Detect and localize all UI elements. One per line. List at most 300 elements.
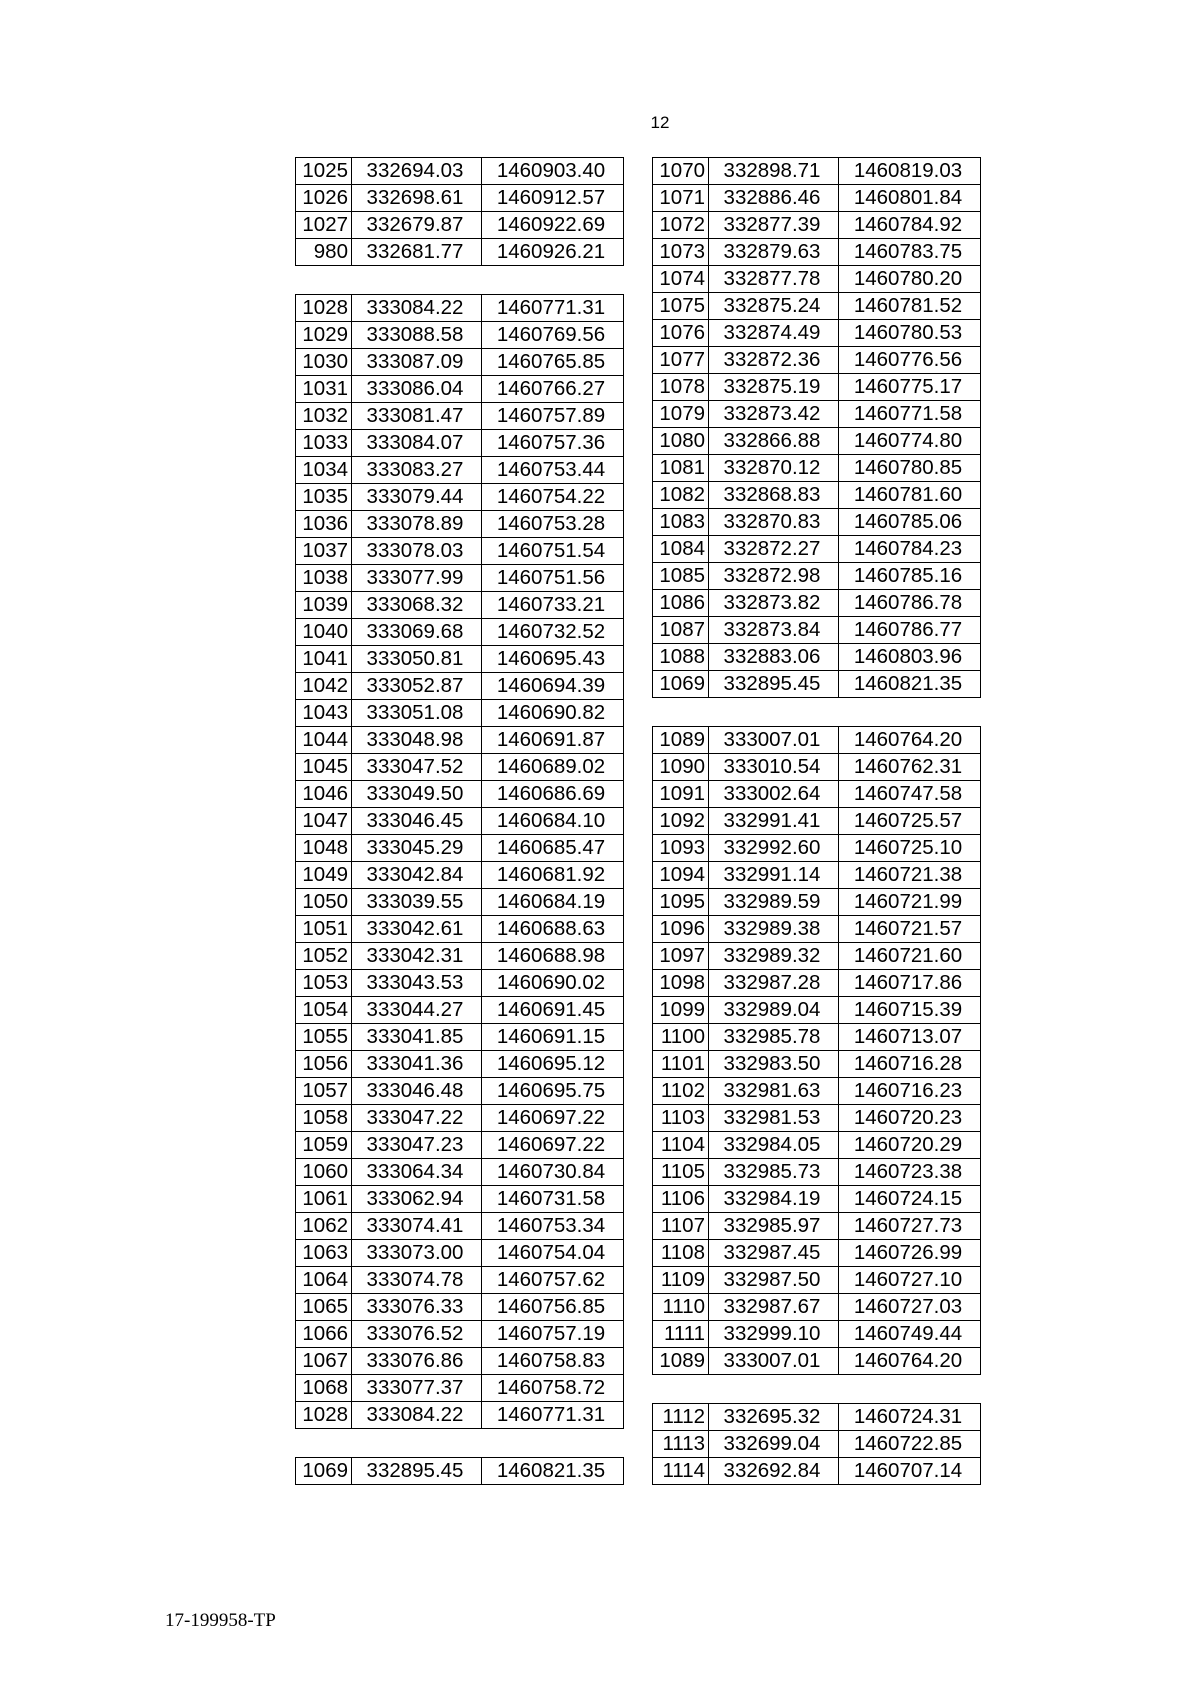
- y-coordinate-cell: 1460724.31: [839, 1403, 981, 1430]
- point-id-cell: 1028: [296, 294, 352, 321]
- point-id-cell: 1029: [296, 321, 352, 348]
- point-id-cell: 1080: [653, 428, 709, 455]
- table-row: [296, 726, 624, 753]
- point-id-cell: 1087: [653, 617, 709, 644]
- table-row: [653, 644, 981, 671]
- y-coordinate-cell: 1460771.58: [839, 401, 981, 428]
- x-coordinate-cell: 333081.47: [352, 402, 482, 429]
- table-row: [653, 428, 981, 455]
- table-row: [653, 753, 981, 780]
- x-coordinate-cell: 332873.82: [709, 590, 839, 617]
- table-row: [296, 1320, 624, 1347]
- x-coordinate-cell: 333074.78: [352, 1266, 482, 1293]
- table-row: [653, 1347, 981, 1374]
- table-row: [296, 915, 624, 942]
- x-coordinate-cell: 332868.83: [709, 482, 839, 509]
- x-coordinate-cell: 332984.19: [709, 1185, 839, 1212]
- point-id-cell: 1026: [296, 185, 352, 212]
- y-coordinate-cell: 1460903.40: [482, 158, 624, 185]
- table-row: [296, 483, 624, 510]
- y-coordinate-cell: 1460764.20: [839, 726, 981, 753]
- document-reference-footer: 17-199958-TP: [165, 1610, 276, 1631]
- point-id-cell: 1089: [653, 1347, 709, 1374]
- page-number: 12: [650, 113, 670, 132]
- point-id-cell: 1076: [653, 320, 709, 347]
- x-coordinate-cell: 333044.27: [352, 996, 482, 1023]
- x-coordinate-cell: 333062.94: [352, 1185, 482, 1212]
- y-coordinate-cell: 1460758.83: [482, 1347, 624, 1374]
- x-coordinate-cell: 333068.32: [352, 591, 482, 618]
- point-id-cell: 1051: [296, 915, 352, 942]
- y-coordinate-cell: 1460689.02: [482, 753, 624, 780]
- table-row: [653, 834, 981, 861]
- x-coordinate-cell: 333064.34: [352, 1158, 482, 1185]
- x-coordinate-cell: 333084.07: [352, 429, 482, 456]
- point-id-cell: 1031: [296, 375, 352, 402]
- table-row: [653, 455, 981, 482]
- point-id-cell: 1106: [653, 1185, 709, 1212]
- y-coordinate-cell: 1460724.15: [839, 1185, 981, 1212]
- y-coordinate-cell: 1460691.15: [482, 1023, 624, 1050]
- x-coordinate-cell: 332985.73: [709, 1158, 839, 1185]
- y-coordinate-cell: 1460771.31: [482, 294, 624, 321]
- x-coordinate-cell: 332989.32: [709, 942, 839, 969]
- table-row: [653, 185, 981, 212]
- point-id-cell: 1107: [653, 1212, 709, 1239]
- y-coordinate-cell: 1460726.99: [839, 1239, 981, 1266]
- table-row: [653, 158, 981, 185]
- y-coordinate-cell: 1460776.56: [839, 347, 981, 374]
- point-id-cell: 1052: [296, 942, 352, 969]
- coordinate-table: [652, 1403, 981, 1485]
- point-id-cell: 1093: [653, 834, 709, 861]
- table-row: [296, 321, 624, 348]
- x-coordinate-cell: 332991.14: [709, 861, 839, 888]
- x-coordinate-cell: 332886.46: [709, 185, 839, 212]
- x-coordinate-cell: 332870.12: [709, 455, 839, 482]
- x-coordinate-cell: 333076.86: [352, 1347, 482, 1374]
- table-row: [653, 942, 981, 969]
- y-coordinate-cell: 1460721.60: [839, 942, 981, 969]
- x-coordinate-cell: 332877.39: [709, 212, 839, 239]
- table-row: [653, 1266, 981, 1293]
- table-row: [296, 834, 624, 861]
- y-coordinate-cell: 1460723.38: [839, 1158, 981, 1185]
- point-id-cell: 1069: [653, 671, 709, 698]
- table-row: [653, 266, 981, 293]
- x-coordinate-cell: 333051.08: [352, 699, 482, 726]
- table-row: [296, 618, 624, 645]
- table-row: [296, 1374, 624, 1401]
- coordinate-table: [295, 294, 624, 1429]
- x-coordinate-cell: 333088.58: [352, 321, 482, 348]
- x-coordinate-cell: 333084.22: [352, 294, 482, 321]
- table-row: [653, 1131, 981, 1158]
- point-id-cell: 980: [296, 239, 352, 266]
- block-separator: [652, 698, 980, 726]
- table-row: [296, 699, 624, 726]
- y-coordinate-cell: 1460784.92: [839, 212, 981, 239]
- point-id-cell: 1103: [653, 1104, 709, 1131]
- table-row: [653, 482, 981, 509]
- x-coordinate-cell: 332681.77: [352, 239, 482, 266]
- table-row: [296, 1212, 624, 1239]
- x-coordinate-cell: 333069.68: [352, 618, 482, 645]
- table-row: [653, 780, 981, 807]
- y-coordinate-cell: 1460786.78: [839, 590, 981, 617]
- x-coordinate-cell: 333048.98: [352, 726, 482, 753]
- point-id-cell: 1039: [296, 591, 352, 618]
- point-id-cell: 1064: [296, 1266, 352, 1293]
- table-row: [653, 861, 981, 888]
- point-id-cell: 1099: [653, 996, 709, 1023]
- table-row: [653, 1077, 981, 1104]
- x-coordinate-cell: 333007.01: [709, 1347, 839, 1374]
- table-row: [296, 564, 624, 591]
- x-coordinate-cell: 332699.04: [709, 1430, 839, 1457]
- point-id-cell: 1072: [653, 212, 709, 239]
- y-coordinate-cell: 1460731.58: [482, 1185, 624, 1212]
- table-row: [653, 671, 981, 698]
- y-coordinate-cell: 1460821.35: [482, 1457, 624, 1484]
- x-coordinate-cell: 332898.71: [709, 158, 839, 185]
- point-id-cell: 1105: [653, 1158, 709, 1185]
- point-id-cell: 1088: [653, 644, 709, 671]
- point-id-cell: 1079: [653, 401, 709, 428]
- y-coordinate-cell: 1460922.69: [482, 212, 624, 239]
- x-coordinate-cell: 333084.22: [352, 1401, 482, 1428]
- x-coordinate-cell: 332895.45: [352, 1457, 482, 1484]
- y-coordinate-cell: 1460762.31: [839, 753, 981, 780]
- table-row: [653, 807, 981, 834]
- x-coordinate-cell: 333041.85: [352, 1023, 482, 1050]
- x-coordinate-cell: 332679.87: [352, 212, 482, 239]
- point-id-cell: 1058: [296, 1104, 352, 1131]
- y-coordinate-cell: 1460757.19: [482, 1320, 624, 1347]
- point-id-cell: 1036: [296, 510, 352, 537]
- y-coordinate-cell: 1460765.85: [482, 348, 624, 375]
- x-coordinate-cell: 333049.50: [352, 780, 482, 807]
- y-coordinate-cell: 1460681.92: [482, 861, 624, 888]
- y-coordinate-cell: 1460691.87: [482, 726, 624, 753]
- y-coordinate-cell: 1460783.75: [839, 239, 981, 266]
- point-id-cell: 1110: [653, 1293, 709, 1320]
- point-id-cell: 1056: [296, 1050, 352, 1077]
- point-id-cell: 1091: [653, 780, 709, 807]
- x-coordinate-cell: 333073.00: [352, 1239, 482, 1266]
- table-row: [653, 347, 981, 374]
- y-coordinate-cell: 1460780.85: [839, 455, 981, 482]
- x-coordinate-cell: 333050.81: [352, 645, 482, 672]
- table-row: [653, 563, 981, 590]
- table-row: [296, 996, 624, 1023]
- table-row: [296, 942, 624, 969]
- point-id-cell: 1081: [653, 455, 709, 482]
- x-coordinate-cell: 333047.23: [352, 1131, 482, 1158]
- x-coordinate-cell: 333076.33: [352, 1293, 482, 1320]
- y-coordinate-cell: 1460771.31: [482, 1401, 624, 1428]
- table-row: [653, 374, 981, 401]
- point-id-cell: 1084: [653, 536, 709, 563]
- x-coordinate-cell: 332981.63: [709, 1077, 839, 1104]
- point-id-cell: 1092: [653, 807, 709, 834]
- coordinate-table: [295, 1457, 624, 1485]
- y-coordinate-cell: 1460784.23: [839, 536, 981, 563]
- point-id-cell: 1070: [653, 158, 709, 185]
- x-coordinate-cell: 333077.99: [352, 564, 482, 591]
- y-coordinate-cell: 1460688.63: [482, 915, 624, 942]
- table-row: [653, 212, 981, 239]
- y-coordinate-cell: 1460727.03: [839, 1293, 981, 1320]
- y-coordinate-cell: 1460725.10: [839, 834, 981, 861]
- table-row: [653, 293, 981, 320]
- table-row: [296, 294, 624, 321]
- x-coordinate-cell: 332999.10: [709, 1320, 839, 1347]
- point-id-cell: 1104: [653, 1131, 709, 1158]
- y-coordinate-cell: 1460730.84: [482, 1158, 624, 1185]
- x-coordinate-cell: 333083.27: [352, 456, 482, 483]
- table-row: [296, 537, 624, 564]
- point-id-cell: 1032: [296, 402, 352, 429]
- x-coordinate-cell: 333077.37: [352, 1374, 482, 1401]
- y-coordinate-cell: 1460684.10: [482, 807, 624, 834]
- point-id-cell: 1075: [653, 293, 709, 320]
- point-id-cell: 1028: [296, 1401, 352, 1428]
- x-coordinate-cell: 332989.59: [709, 888, 839, 915]
- y-coordinate-cell: 1460688.98: [482, 942, 624, 969]
- y-coordinate-cell: 1460690.02: [482, 969, 624, 996]
- x-coordinate-cell: 332875.19: [709, 374, 839, 401]
- x-coordinate-cell: 332883.06: [709, 644, 839, 671]
- point-id-cell: 1073: [653, 239, 709, 266]
- table-row: [653, 1050, 981, 1077]
- y-coordinate-cell: 1460725.57: [839, 807, 981, 834]
- point-id-cell: 1037: [296, 537, 352, 564]
- right-coordinate-column: [652, 157, 980, 1485]
- y-coordinate-cell: 1460684.19: [482, 888, 624, 915]
- point-id-cell: 1096: [653, 915, 709, 942]
- x-coordinate-cell: 333078.03: [352, 537, 482, 564]
- table-row: [653, 1185, 981, 1212]
- x-coordinate-cell: 333007.01: [709, 726, 839, 753]
- point-id-cell: 1025: [296, 158, 352, 185]
- y-coordinate-cell: 1460753.44: [482, 456, 624, 483]
- y-coordinate-cell: 1460766.27: [482, 375, 624, 402]
- table-row: [296, 1239, 624, 1266]
- y-coordinate-cell: 1460691.45: [482, 996, 624, 1023]
- y-coordinate-cell: 1460690.82: [482, 699, 624, 726]
- x-coordinate-cell: 332985.97: [709, 1212, 839, 1239]
- x-coordinate-cell: 333046.45: [352, 807, 482, 834]
- point-id-cell: 1108: [653, 1239, 709, 1266]
- y-coordinate-cell: 1460780.20: [839, 266, 981, 293]
- point-id-cell: 1066: [296, 1320, 352, 1347]
- x-coordinate-cell: 332987.45: [709, 1239, 839, 1266]
- table-row: [296, 212, 624, 239]
- y-coordinate-cell: 1460775.17: [839, 374, 981, 401]
- point-id-cell: 1068: [296, 1374, 352, 1401]
- table-row: [653, 1239, 981, 1266]
- point-id-cell: 1113: [653, 1430, 709, 1457]
- x-coordinate-cell: 333086.04: [352, 375, 482, 402]
- x-coordinate-cell: 333047.22: [352, 1104, 482, 1131]
- y-coordinate-cell: 1460727.10: [839, 1266, 981, 1293]
- point-id-cell: 1054: [296, 996, 352, 1023]
- point-id-cell: 1109: [653, 1266, 709, 1293]
- table-row: [653, 509, 981, 536]
- y-coordinate-cell: 1460713.07: [839, 1023, 981, 1050]
- y-coordinate-cell: 1460801.84: [839, 185, 981, 212]
- x-coordinate-cell: 332874.49: [709, 320, 839, 347]
- point-id-cell: 1101: [653, 1050, 709, 1077]
- y-coordinate-cell: 1460686.69: [482, 780, 624, 807]
- y-coordinate-cell: 1460721.99: [839, 888, 981, 915]
- point-id-cell: 1043: [296, 699, 352, 726]
- y-coordinate-cell: 1460722.85: [839, 1430, 981, 1457]
- table-row: [653, 915, 981, 942]
- y-coordinate-cell: 1460764.20: [839, 1347, 981, 1374]
- point-id-cell: 1057: [296, 1077, 352, 1104]
- point-id-cell: 1097: [653, 942, 709, 969]
- x-coordinate-cell: 332698.61: [352, 185, 482, 212]
- x-coordinate-cell: 333002.64: [709, 780, 839, 807]
- y-coordinate-cell: 1460720.29: [839, 1131, 981, 1158]
- y-coordinate-cell: 1460697.22: [482, 1131, 624, 1158]
- x-coordinate-cell: 333047.52: [352, 753, 482, 780]
- x-coordinate-cell: 333078.89: [352, 510, 482, 537]
- point-id-cell: 1065: [296, 1293, 352, 1320]
- table-row: [296, 510, 624, 537]
- y-coordinate-cell: 1460753.28: [482, 510, 624, 537]
- x-coordinate-cell: 332987.28: [709, 969, 839, 996]
- point-id-cell: 1046: [296, 780, 352, 807]
- table-row: [296, 1077, 624, 1104]
- point-id-cell: 1061: [296, 1185, 352, 1212]
- x-coordinate-cell: 332872.27: [709, 536, 839, 563]
- y-coordinate-cell: 1460721.57: [839, 915, 981, 942]
- y-coordinate-cell: 1460720.23: [839, 1104, 981, 1131]
- point-id-cell: 1077: [653, 347, 709, 374]
- y-coordinate-cell: 1460781.52: [839, 293, 981, 320]
- point-id-cell: 1059: [296, 1131, 352, 1158]
- x-coordinate-cell: 332870.83: [709, 509, 839, 536]
- table-row: [296, 1293, 624, 1320]
- x-coordinate-cell: 332692.84: [709, 1457, 839, 1484]
- table-row: [296, 888, 624, 915]
- x-coordinate-cell: 333010.54: [709, 753, 839, 780]
- y-coordinate-cell: 1460732.52: [482, 618, 624, 645]
- y-coordinate-cell: 1460754.04: [482, 1239, 624, 1266]
- x-coordinate-cell: 333042.61: [352, 915, 482, 942]
- table-row: [296, 429, 624, 456]
- point-id-cell: 1041: [296, 645, 352, 672]
- table-row: [296, 1401, 624, 1428]
- y-coordinate-cell: 1460694.39: [482, 672, 624, 699]
- point-id-cell: 1063: [296, 1239, 352, 1266]
- point-id-cell: 1069: [296, 1457, 352, 1484]
- point-id-cell: 1082: [653, 482, 709, 509]
- table-row: [296, 402, 624, 429]
- y-coordinate-cell: 1460785.06: [839, 509, 981, 536]
- x-coordinate-cell: 332872.36: [709, 347, 839, 374]
- y-coordinate-cell: 1460716.23: [839, 1077, 981, 1104]
- y-coordinate-cell: 1460727.73: [839, 1212, 981, 1239]
- y-coordinate-cell: 1460758.72: [482, 1374, 624, 1401]
- point-id-cell: 1050: [296, 888, 352, 915]
- block-separator: [295, 1429, 623, 1457]
- point-id-cell: 1085: [653, 563, 709, 590]
- y-coordinate-cell: 1460697.22: [482, 1104, 624, 1131]
- table-row: [296, 1023, 624, 1050]
- table-row: [653, 888, 981, 915]
- coordinate-table: [652, 157, 981, 698]
- x-coordinate-cell: 332866.88: [709, 428, 839, 455]
- x-coordinate-cell: 333043.53: [352, 969, 482, 996]
- x-coordinate-cell: 332875.24: [709, 293, 839, 320]
- point-id-cell: 1038: [296, 564, 352, 591]
- table-row: [296, 780, 624, 807]
- y-coordinate-cell: 1460756.85: [482, 1293, 624, 1320]
- point-id-cell: 1095: [653, 888, 709, 915]
- x-coordinate-cell: 333076.52: [352, 1320, 482, 1347]
- point-id-cell: 1047: [296, 807, 352, 834]
- point-id-cell: 1112: [653, 1403, 709, 1430]
- point-id-cell: 1111: [653, 1320, 709, 1347]
- coordinate-table: [295, 157, 624, 266]
- x-coordinate-cell: 332987.67: [709, 1293, 839, 1320]
- table-row: [296, 807, 624, 834]
- block-separator: [652, 1375, 980, 1403]
- y-coordinate-cell: 1460685.47: [482, 834, 624, 861]
- table-row: [296, 672, 624, 699]
- point-id-cell: 1086: [653, 590, 709, 617]
- x-coordinate-cell: 332983.50: [709, 1050, 839, 1077]
- point-id-cell: 1078: [653, 374, 709, 401]
- point-id-cell: 1049: [296, 861, 352, 888]
- y-coordinate-cell: 1460751.56: [482, 564, 624, 591]
- table-row: [296, 1266, 624, 1293]
- table-row: [296, 375, 624, 402]
- y-coordinate-cell: 1460695.75: [482, 1077, 624, 1104]
- point-id-cell: 1044: [296, 726, 352, 753]
- table-row: [296, 861, 624, 888]
- point-id-cell: 1089: [653, 726, 709, 753]
- table-row: [296, 456, 624, 483]
- point-id-cell: 1098: [653, 969, 709, 996]
- table-row: [653, 536, 981, 563]
- x-coordinate-cell: 332877.78: [709, 266, 839, 293]
- table-row: [653, 1104, 981, 1131]
- point-id-cell: 1071: [653, 185, 709, 212]
- y-coordinate-cell: 1460747.58: [839, 780, 981, 807]
- x-coordinate-cell: 333046.48: [352, 1077, 482, 1104]
- y-coordinate-cell: 1460786.77: [839, 617, 981, 644]
- table-row: [296, 348, 624, 375]
- y-coordinate-cell: 1460821.35: [839, 671, 981, 698]
- y-coordinate-cell: 1460803.96: [839, 644, 981, 671]
- x-coordinate-cell: 333087.09: [352, 348, 482, 375]
- x-coordinate-cell: 333042.84: [352, 861, 482, 888]
- table-row: [296, 185, 624, 212]
- x-coordinate-cell: 332989.04: [709, 996, 839, 1023]
- table-row: [653, 969, 981, 996]
- point-id-cell: 1030: [296, 348, 352, 375]
- x-coordinate-cell: 333079.44: [352, 483, 482, 510]
- point-id-cell: 1094: [653, 861, 709, 888]
- y-coordinate-cell: 1460695.12: [482, 1050, 624, 1077]
- x-coordinate-cell: 333039.55: [352, 888, 482, 915]
- point-id-cell: 1048: [296, 834, 352, 861]
